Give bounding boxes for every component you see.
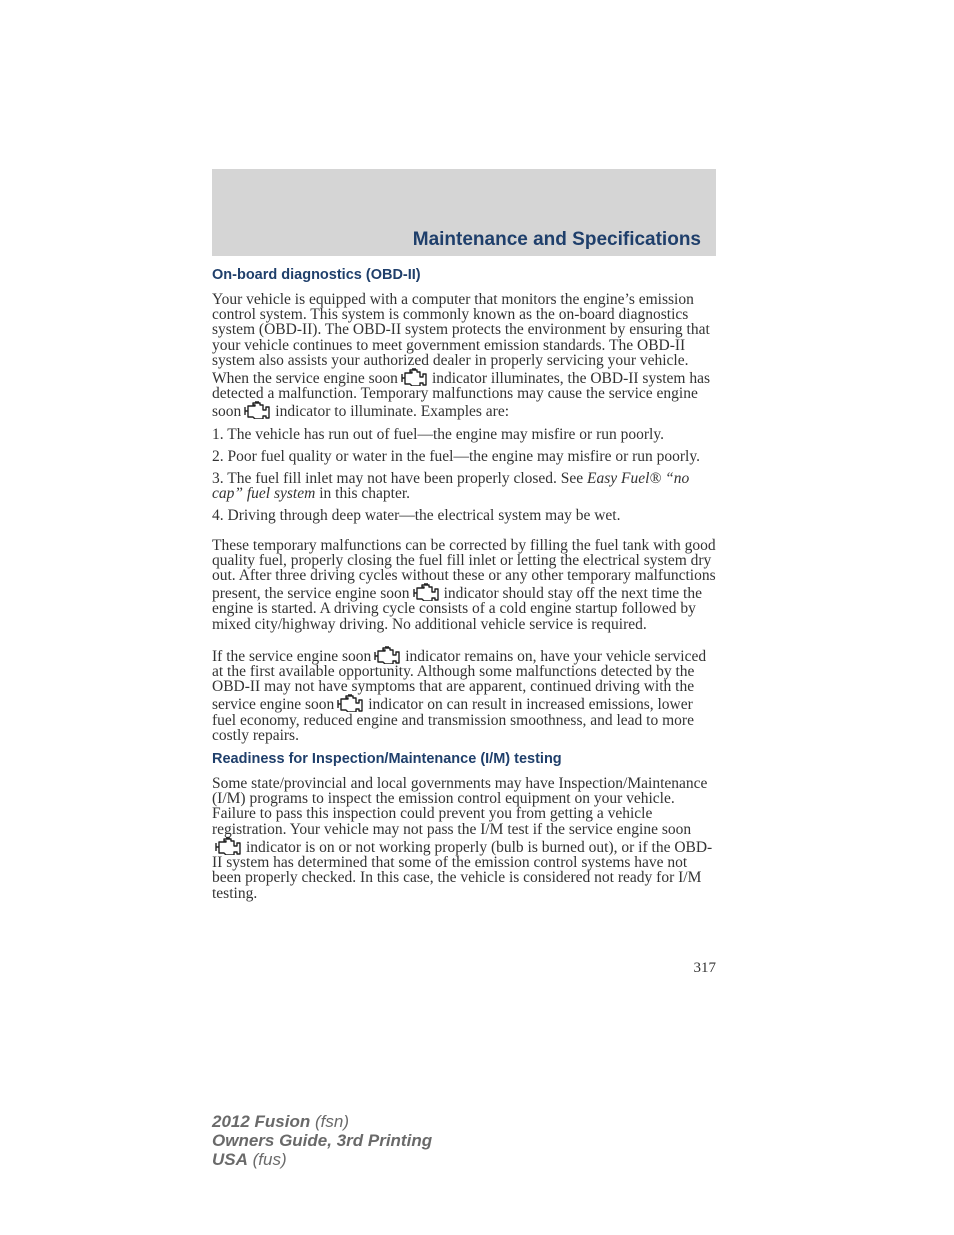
check-engine-icon xyxy=(336,694,364,712)
check-engine-icon xyxy=(412,583,440,601)
example-item-3-text-b: in this chapter. xyxy=(319,485,411,503)
para3-text-b: indicator remains on, have your vehicle serviced at the first available opportunity. Although some malfunctions detected by the OBD-II may not have symptoms that are apparent, continued driving with the service engine soon xyxy=(212,647,707,714)
im-testing-paragraph xyxy=(212,776,716,901)
check-engine-icon xyxy=(214,837,242,855)
para2-text-b: indicator should stay off the next time the engine is started. A driving cycle consists of a cold engine startup followed by mixed city/highway driving. No additional vehicle service is required. xyxy=(212,585,702,633)
page-number: 317 xyxy=(693,960,716,976)
para2-text-a: These temporary malfunctions can be corrected by filling the fuel tank with good quality fuel, properly closing the fuel fill inlet or letting the electrical system dry out. After three driving cycles without these or any other temporary malfunctions present, the service engine soon xyxy=(212,536,716,603)
footer-model-code: (fsn) xyxy=(315,1112,349,1131)
check-engine-icon xyxy=(243,401,271,419)
obd-heading: On-board diagnostics (OBD-II) xyxy=(212,267,421,283)
im-testing-heading: Readiness for Inspection/Maintenance (I/M) testing xyxy=(212,751,562,768)
im-text-b: indicator is on or not working properly (bulb is burned out), or if the OBD-II system has determined that some of the emission control systems have not been properly checked. In this case, the vehicle is considered not ready for I/M testing. xyxy=(212,838,713,902)
easy-fuel-reference: Easy Fuel® “no cap” fuel system xyxy=(212,470,690,503)
obd-intro-text-a: Your vehicle is equipped with a computer that monitors the engine’s emission control system. This system is commonly known as the on-board diagnostics system (OBD-II). The OBD-II system protects the environment by ensuring that your vehicle continues to meet government emission standards. The OBD-II system also assists your authorized dealer in properly servicing your vehicle. When the service engine soon xyxy=(212,291,710,388)
check-engine-icon xyxy=(400,368,428,386)
section-header-band xyxy=(212,169,716,256)
document-footer xyxy=(212,1112,432,1169)
example-item-3 xyxy=(212,471,716,501)
footer-market: USA xyxy=(212,1150,248,1169)
indicator-remains-on-paragraph xyxy=(212,646,716,743)
check-engine-icon xyxy=(373,646,401,664)
im-text-a: Some state/provincial and local governments may have Inspection/Maintenance (I/M) programs to inspect the emission control equipment on your vehicle. Failure to pass this inspection could prevent you from getting a vehicle registration. Your vehicle may not pass the I/M test if the service engine soon xyxy=(212,775,708,838)
page-content xyxy=(212,266,716,908)
example-item-1: 1. The vehicle has run out of fuel—the engine may misfire or run poorly. xyxy=(212,425,664,443)
footer-line-3 xyxy=(212,1150,432,1169)
obd-intro-text-c: indicator to illuminate. Examples are: xyxy=(275,403,510,421)
example-item-4: 4. Driving through deep water—the electrical system may be wet. xyxy=(212,507,621,525)
obd-intro-paragraph xyxy=(212,292,716,420)
footer-line-2 xyxy=(212,1131,432,1150)
footer-line-1 xyxy=(212,1112,432,1131)
footer-guide: Owners Guide, 3rd Printing xyxy=(212,1131,433,1150)
footer-market-code: (fus) xyxy=(252,1150,287,1169)
example-item-3-text-a: 3. The fuel fill inlet may not have been properly closed. See xyxy=(212,470,584,488)
obd-intro-text-b: indicator illuminates, the OBD-II system has detected a malfunction. Temporary malfunctions may cause the service engine soon xyxy=(212,370,711,421)
example-item-2: 2. Poor fuel quality or water in the fuel—the engine may misfire or run poorly. xyxy=(212,447,700,465)
temporary-malfunctions-paragraph xyxy=(212,538,716,632)
page-section-title: Maintenance and Specifications xyxy=(412,229,701,250)
footer-model: 2012 Fusion xyxy=(212,1112,311,1131)
para3-text-c: indicator on can result in increased emissions, lower fuel economy, reduced engine and transmission smoothness, and lead to more costly repairs. xyxy=(212,696,694,744)
para3-text-a: If the service engine soon xyxy=(212,647,372,665)
